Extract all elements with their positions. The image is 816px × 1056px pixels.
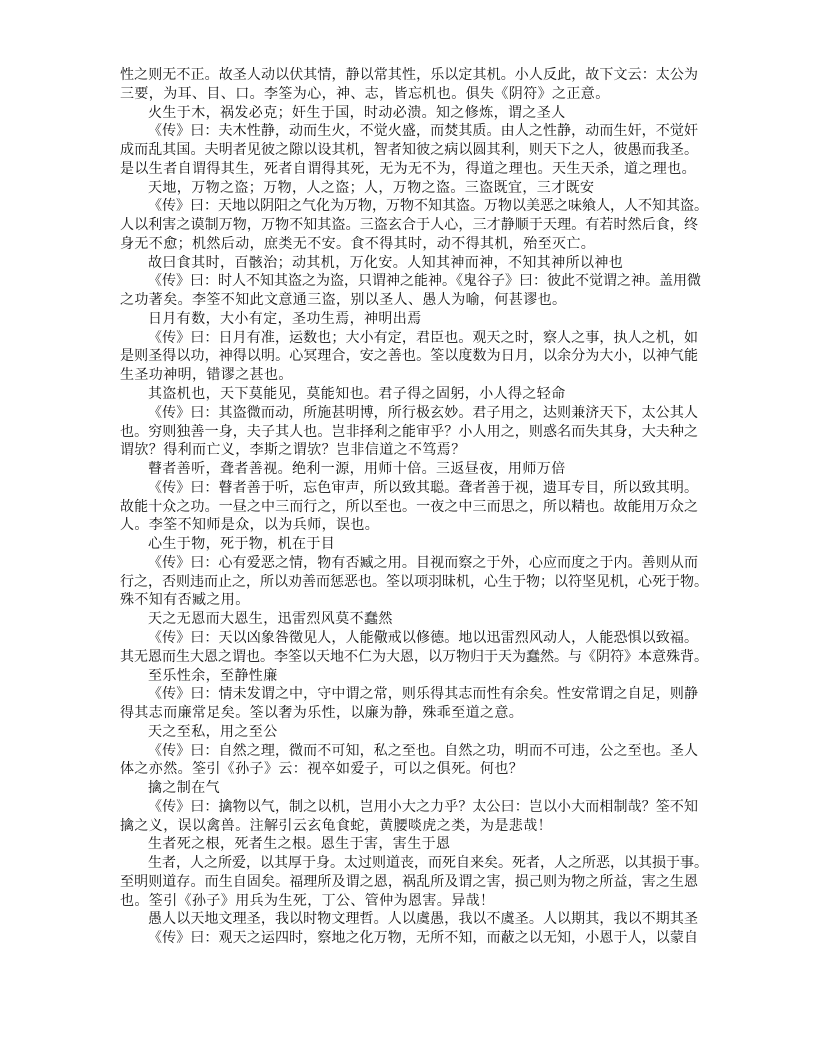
- text-line: 《传》曰：天地以阴阳之气化为万物，万物不知其盗。万物以美恶之味飨人，人不知其盗。: [148, 198, 708, 215]
- text-line: 天地，万物之盗；万物，人之盗；人，万物之盗。三盗既宜，三才既安: [148, 179, 595, 196]
- text-line: 《传》曰：自然之理，微而不可知，私之至也。自然之功，明而不可违，公之至也。圣人: [148, 742, 698, 759]
- text-line: 日月有数，大小有定，圣功生焉，神明出焉: [148, 310, 422, 327]
- text-line: 《传》曰：天以凶象咎徵见人，人能儆戒以修德。地以迅雷烈风动人，人能恐惧以致福。: [148, 629, 698, 646]
- text-line: 故能十众之功。一昼之中三而行之，所以至也。一夜之中三而思之，所以精也。故能用万众之: [120, 498, 698, 515]
- text-line: 生圣功神明，错谬之甚也。: [120, 367, 293, 384]
- text-line: 天之至私，用之至公: [148, 723, 278, 740]
- document-page: [120, 66, 708, 948]
- text-line: 《传》曰：夫木性静，动而生火，不觉火盛，而焚其质。由人之性静，动而生奸，不觉奸: [148, 123, 698, 140]
- text-line: 《传》曰：其盗微而动，所施甚明博，所行极玄妙。君子用之，达则兼济天下，太公其人: [148, 404, 698, 421]
- text-line: 体之亦然。筌引《孙子》云：视卒如爱子，可以之俱死。何也？: [120, 761, 524, 778]
- text-line: 《传》曰：擒物以气，制之以机，岂用小大之力乎？太公曰：岂以小大而相制哉？筌不知: [148, 798, 698, 815]
- text-line: 瞽者善听，聋者善视。绝利一源，用师十倍。三返昼夜，用师万倍: [148, 461, 566, 478]
- text-line: 其盗机也，天下莫能见，莫能知也。君子得之固躬，小人得之轻命: [148, 386, 566, 403]
- text-line: 《传》曰：情未发谓之中，守中谓之常，则乐得其志而性有余矣。性安常谓之自足，则静: [148, 686, 698, 703]
- text-line: 是则圣得以功，神得以明。心冥理合，安之善也。筌以度数为日月，以余分为大小，以神气能: [120, 348, 698, 365]
- text-line: 其无恩而生大恩之谓也。李筌以天地不仁为大恩，以万物归于天为蠢然。与《阴符》本意殊背。: [120, 648, 708, 665]
- text-line: 火生于木，祸发必克；奸生于国，时动必溃。知之修炼，谓之圣人: [148, 104, 566, 121]
- text-line: 谓欤？得利而亡义，李斯之谓欤？岂非信道之不笃焉？: [120, 442, 466, 459]
- text-line: 成而乱其国。夫明者见彼之隙以设其机，智者知彼之病以圆其利，则天下之人，彼愚而我圣。: [120, 142, 698, 159]
- text-line: 擒之制在气: [148, 780, 220, 797]
- text-line: 殊不知有否臧之用。: [120, 592, 250, 609]
- text-line: 得其志而廉常足矣。筌以奢为乐性，以廉为静，殊乖至道之意。: [120, 705, 524, 722]
- text-line: 《传》曰：时人不知其盗之为盗，只谓神之能神。《鬼谷子》曰：彼此不觉谓之神。盖用微: [148, 273, 701, 290]
- text-line: 也。穷则独善一身，夫子其人也。岂非择利之能审乎？小人用之，则惑名而失其身，大夫种之: [120, 423, 698, 440]
- text-line: 人。李筌不知师是众，以为兵师，误也。: [120, 517, 380, 534]
- text-line: 《传》曰：日月有准，运数也；大小有定，君臣也。观天之时，察人之事，执人之机，如: [148, 329, 698, 346]
- text-line: 生者，人之所爱，以其厚于身。太过则道丧，而死自来矣。死者，人之所恶，以其损于事。: [148, 855, 708, 872]
- text-line: 愚人以天地文理圣，我以时物文理哲。人以虞愚，我以不虞圣。人以期其，我以不期其圣: [148, 911, 698, 928]
- text-line: 天之无恩而大恩生，迅雷烈风莫不蠢然: [148, 611, 393, 628]
- text-line: 心生于物，死于物，机在于目: [148, 536, 336, 553]
- text-line: 擒之义，误以禽兽。注解引云玄龟食蛇，黄腰啖虎之类，为是悲哉！: [120, 817, 552, 834]
- text-line: 至乐性余，至静性廉: [148, 667, 278, 684]
- text-line: 故曰食其时，百骸治；动其机，万化安。人知其神而神，不知其神所以神也: [148, 254, 624, 271]
- text-line: 《传》曰：心有爱恶之情，物有否臧之用。目视而察之于外，心应而度之于内。善则从而: [148, 554, 698, 571]
- text-line: 是以生者自谓得其生，死者自谓得其死，无为无不为，得道之理也。天生天杀，道之理也。: [120, 160, 696, 177]
- text-line: 至明则道存。而生自固矣。福理所及谓之恩，祸乱所及谓之害，损己则为物之所益，害之生恩: [120, 873, 698, 890]
- text-line: 行之，否则违而止之，所以劝善而惩恶也。筌以项羽昧机，心生于物；以符坚见机，心死于物。: [120, 573, 708, 590]
- text-line: 之功著矣。李筌不知此文意通三盗，别以圣人、愚人为喻，何甚谬也。: [120, 292, 567, 309]
- text-line: 三要，为耳、目、口。李筌为心，神、志，皆忘机也。俱失《阴符》之正意。: [120, 85, 610, 102]
- text-line: 《传》曰：瞽者善于听，忘色审声，所以致其聪。聋者善于视，遗耳专目，所以致其明。: [148, 479, 698, 496]
- text-line: 也。筌引《孙子》用兵为生死，丁公、管仲为恩害。异哉！: [120, 892, 495, 909]
- text-line: 人以利害之谟制万物，万物不知其盗。三盗玄合于人心，三才静顺于天理。有若时然后食，终: [120, 217, 698, 234]
- text-line: 身无不愈；机然后动，庶类无不安。食不得其时，动不得其机，殆至灭亡。: [120, 235, 596, 252]
- text-line: 生者死之根，死者生之根。恩生于害，害生于恩: [148, 836, 451, 853]
- text-line: 《传》曰：观天之运四时，察地之化万物，无所不知，而蔽之以无知，小恩于人，以蒙自: [148, 930, 698, 947]
- text-line: 性之则无不正。故圣人动以伏其情，静以常其性，乐以定其机。小人反此，故下文云：太公为: [120, 67, 698, 83]
